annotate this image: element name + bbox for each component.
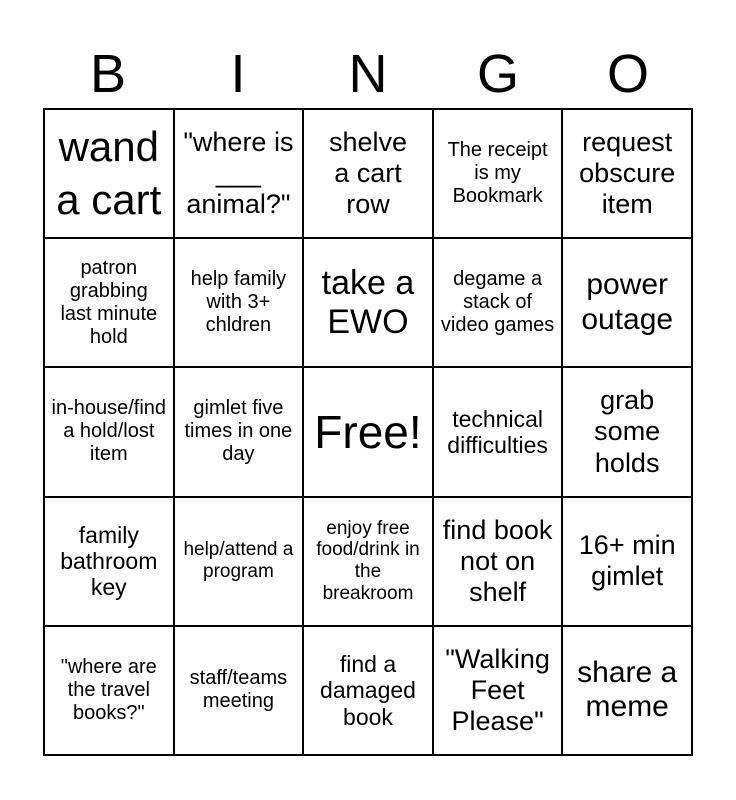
bingo-cell[interactable]: [563, 368, 693, 497]
bingo-cell[interactable]: [434, 627, 564, 756]
cell-text: request obscure item: [579, 127, 676, 220]
header-letter-b: B: [89, 44, 127, 104]
cell-text: take a EWO: [321, 263, 415, 341]
cell-text: share a meme: [577, 655, 678, 724]
bingo-cell[interactable]: [563, 498, 693, 627]
cell-text: gimlet five times in one day: [184, 397, 293, 466]
bingo-cell[interactable]: [175, 627, 305, 756]
cell-text: grab some holds: [594, 385, 661, 478]
cell-text: technical difficulties: [447, 405, 548, 458]
bingo-cell[interactable]: [175, 498, 305, 627]
cell-text: patron grabbing last minute hold: [60, 256, 158, 348]
bingo-header: [43, 40, 693, 108]
bingo-cell[interactable]: [304, 239, 434, 368]
bingo-cell[interactable]: [434, 368, 564, 497]
cell-text: find book not on shelf: [442, 514, 553, 607]
bingo-cell[interactable]: [175, 110, 305, 239]
bingo-cell[interactable]: [45, 498, 175, 627]
bingo-cell[interactable]: [304, 627, 434, 756]
bingo-cell[interactable]: [563, 110, 693, 239]
bingo-cell[interactable]: [304, 498, 434, 627]
cell-text: find a damaged book: [320, 650, 416, 730]
cell-text: family bathroom key: [60, 521, 158, 601]
bingo-board: [43, 108, 693, 756]
bingo-cell[interactable]: [304, 368, 434, 497]
bingo-cell[interactable]: [434, 239, 564, 368]
cell-text-free: Free!: [314, 405, 422, 458]
bingo-cell[interactable]: [45, 368, 175, 497]
header-letter-n: N: [348, 44, 388, 104]
cell-text: help family with 3+ chldren: [190, 268, 287, 337]
cell-text: "Walking Feet Please": [445, 643, 550, 736]
cell-text: power outage: [581, 268, 674, 336]
bingo-cell[interactable]: [45, 110, 175, 239]
cell-text: "where is ___ animal?": [183, 127, 294, 220]
cell-text: degame a stack of video games: [440, 268, 555, 337]
cell-text: The receipt is my Bookmark: [447, 139, 548, 208]
header-letter-g: G: [476, 44, 519, 104]
cell-text: shelve a cart row: [328, 127, 407, 220]
bingo-cell[interactable]: [434, 110, 564, 239]
cell-text: staff/teams meeting: [189, 667, 288, 713]
bingo-cell[interactable]: [563, 239, 693, 368]
bingo-cell[interactable]: [563, 627, 693, 756]
cell-text: in-house/find a hold/lost item: [51, 397, 167, 466]
bingo-cell[interactable]: [434, 498, 564, 627]
bingo-cell[interactable]: [45, 627, 175, 756]
bingo-cell[interactable]: [304, 110, 434, 239]
header-letter-i: I: [230, 44, 246, 104]
bingo-cell[interactable]: [45, 239, 175, 368]
cell-text: help/attend a program: [183, 539, 294, 583]
bingo-cell[interactable]: [175, 368, 305, 497]
cell-text: "where are the travel books?": [60, 655, 157, 724]
bingo-cell[interactable]: [175, 239, 305, 368]
header-letter-o: O: [606, 44, 649, 104]
cell-text: wand a cart: [56, 123, 162, 223]
cell-text: 16+ min gimlet: [578, 530, 676, 592]
cell-text: enjoy free food/drink in the breakroom: [316, 517, 420, 605]
